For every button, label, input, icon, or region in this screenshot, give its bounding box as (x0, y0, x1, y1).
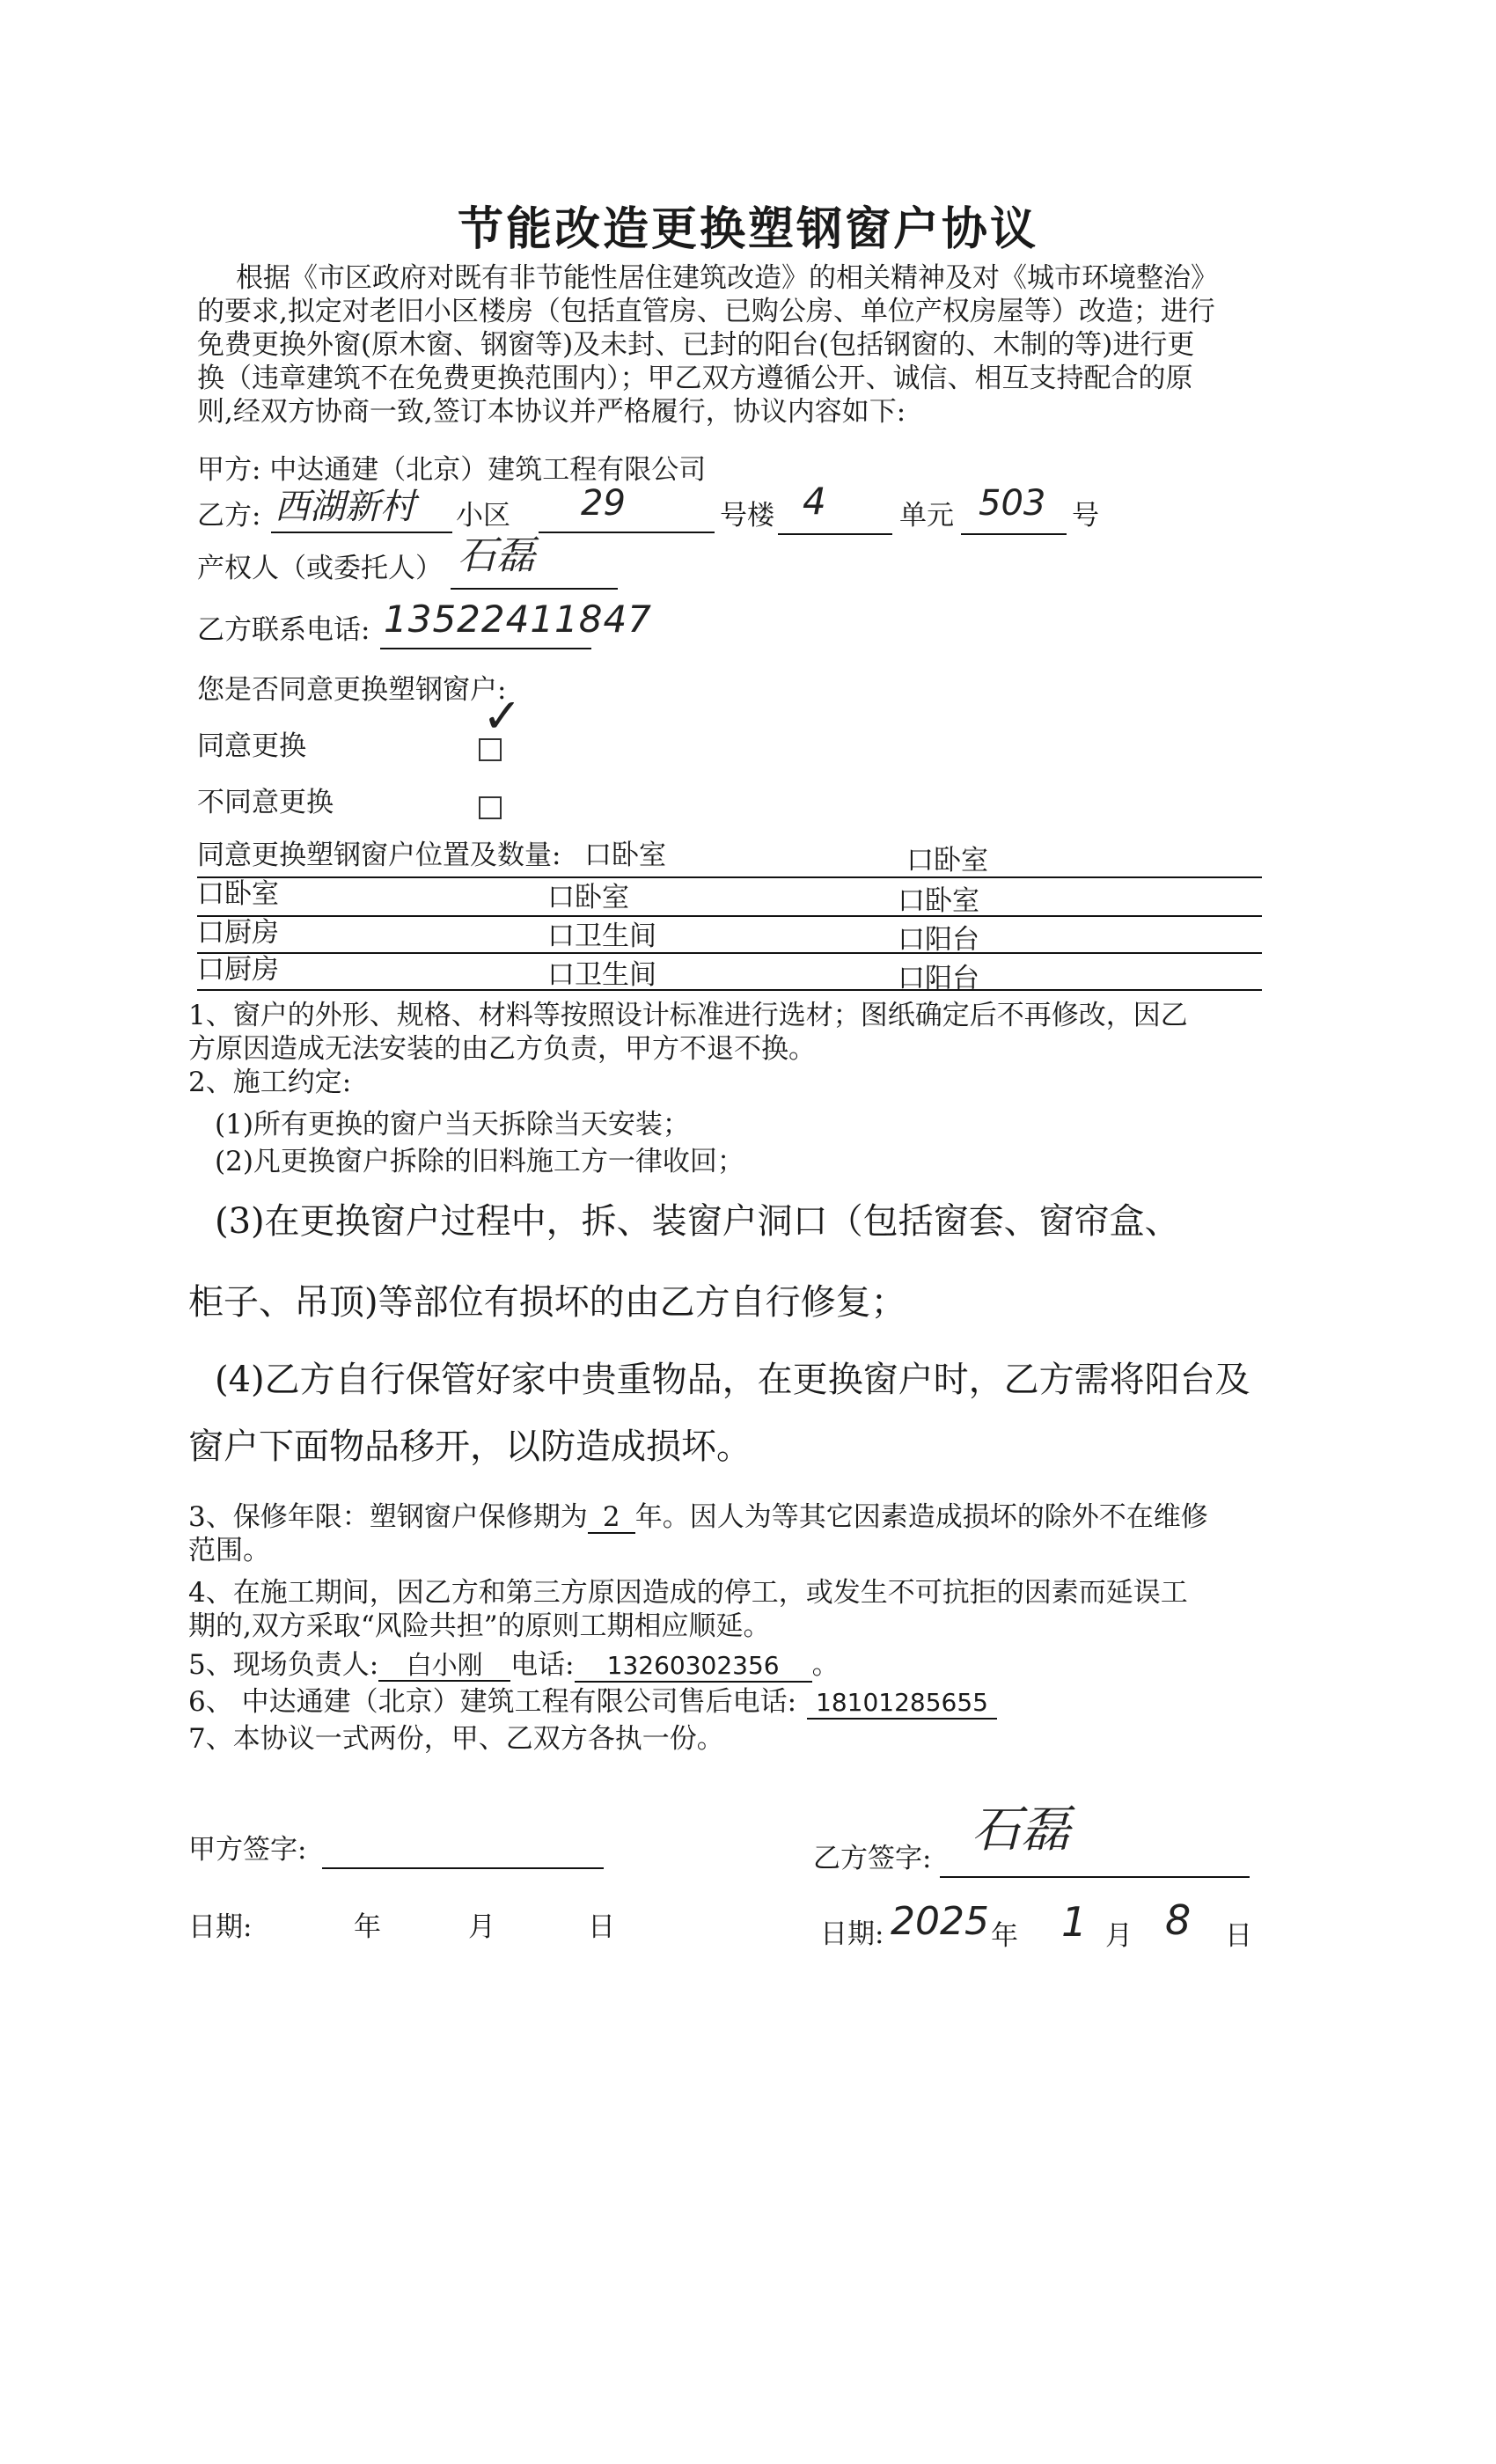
clause-7: 7、本协议一式两份，甲、乙双方各执一份。 (188, 1723, 724, 1755)
position-cell: 口厨房 (197, 917, 279, 949)
party-b-day: 日 (1225, 1920, 1252, 1952)
party-a-year: 年 (354, 1911, 381, 1943)
clause-6: 6、 中达通建（北京）建筑工程有限公司售后电话: 18101285655 (188, 1684, 997, 1720)
disagree-label: 不同意更换 (197, 787, 334, 818)
clause-2-4b: 窗户下面物品移开，以防造成损坏。 (188, 1426, 752, 1467)
party-b-sign-label: 乙方签字: (813, 1843, 932, 1874)
party-b-label: 乙方: (197, 500, 261, 532)
position-cell: 口卫生间 (547, 920, 656, 952)
position-cell: 口卧室 (906, 845, 988, 876)
clause-2-1: (1)所有更换的窗户当天拆除当天安装； (215, 1109, 690, 1140)
clause-2-4a: (4)乙方自行保管好家中贵重物品，在更换窗户时，乙方需将阳台及 (215, 1360, 1250, 1400)
community-suffix: 小区 (456, 500, 510, 532)
intro-line-2: 的要求,拟定对老旧小区楼房（包括直管房、已购公房、单位产权房屋等）改造；进行 (197, 296, 1215, 327)
party-b-year-value: 2025 (891, 1899, 989, 1944)
warranty-years: 2 (588, 1502, 635, 1534)
clause-4b: 期的,双方采取“风险共担”的原则工期相应顺延。 (188, 1610, 771, 1642)
intro-line-3: 免费更换外窗(原木窗、钢窗等)及未封、已封的阳台(包括钢窗的、木制的等)进行更 (197, 329, 1195, 361)
phone-value: 13522411847 (384, 598, 652, 641)
position-cell: 口卧室 (197, 878, 279, 910)
position-cell: 口卧室 (898, 885, 979, 917)
clause-2-3b: 柜子、吊顶)等部位有损坏的由乙方自行修复； (188, 1282, 906, 1323)
building-value: 29 (581, 483, 626, 524)
party-a-month: 月 (468, 1911, 495, 1943)
party-b-signature: 石磊 (972, 1801, 1070, 1859)
agree-label: 同意更换 (197, 730, 306, 762)
clause-3: 3、保修年限：塑钢窗户保修期为 2 年。因人为等其它因素造成损坏的除外不在维修 (188, 1501, 1208, 1533)
position-cell: 口阳台 (898, 963, 979, 994)
consent-question: 您是否同意更换塑钢窗户: (197, 674, 507, 706)
clause-5: 5、现场负责人: 白小刚 电话: 13260302356 。 (188, 1649, 840, 1681)
positions-label: 同意更换塑钢窗户位置及数量: (197, 840, 561, 871)
clause-4a: 4、在施工期间，因乙方和第三方原因造成的停工，或发生不可抗拒的因素而延误工 (188, 1577, 1188, 1609)
community-value: 西湖新村 (275, 487, 415, 527)
party-a: 甲方: 中达通建（北京）建筑工程有限公司 (197, 454, 707, 486)
clause-2-2: (2)凡更换窗户拆除的旧料施工方一律收回； (215, 1146, 744, 1177)
party-b-date-label: 日期: (820, 1918, 884, 1950)
intro-line-4: 换（违章建筑不在免费更换范围内）；甲乙双方遵循公开、诚信、相互支持配合的原 (197, 363, 1193, 394)
check-mark-icon: ✓ (482, 688, 523, 744)
clause-3b: 范围。 (188, 1535, 270, 1566)
unit-value: 4 (803, 480, 826, 523)
document-title: 节能改造更换塑钢窗户协议 (457, 202, 1038, 256)
site-manager-phone: 13260302356 (575, 1651, 812, 1683)
phone-label: 乙方联系电话: (197, 614, 370, 646)
building-suffix: 号楼 (720, 500, 774, 532)
party-a-day: 日 (588, 1911, 615, 1943)
party-b-day-value: 8 (1165, 1896, 1192, 1944)
party-b-month: 月 (1105, 1920, 1133, 1952)
intro-line-1: 根据《市区政府对既有非节能性居住建筑改造》的相关精神及对《城市环境整治》 (236, 262, 1218, 294)
party-a-date-label: 日期: (188, 1911, 253, 1943)
party-a-sign-label: 甲方签字: (188, 1834, 307, 1866)
party-b-year: 年 (991, 1920, 1018, 1952)
owner-signature: 石磊 (458, 533, 535, 578)
party-b-month-value: 1 (1061, 1898, 1088, 1946)
disagree-checkbox[interactable] (475, 788, 502, 824)
position-cell: 口卫生间 (547, 959, 656, 991)
clause-1a: 1、窗户的外形、规格、材料等按照设计标准进行选材；图纸确定后不再修改，因乙 (188, 1000, 1188, 1031)
position-cell: 口卧室 (547, 882, 629, 913)
after-sales-phone: 18101285655 (807, 1688, 997, 1720)
room-suffix: 号 (1072, 500, 1099, 532)
position-cell: 口厨房 (197, 954, 279, 986)
room-value: 503 (979, 483, 1046, 524)
clause-1b: 方原因造成无法安装的由乙方负责，甲方不退不换。 (188, 1033, 816, 1065)
owner-label: 产权人（或委托人） (197, 553, 443, 584)
clause-2-3a: (3)在更换窗户过程中，拆、装窗户洞口（包括窗套、窗帘盒、 (215, 1201, 1180, 1242)
position-cell: 口卧室 (584, 840, 666, 871)
site-manager-name: 白小刚 (378, 1650, 510, 1682)
intro-line-5: 则,经双方协商一致,签订本协议并严格履行，协议内容如下: (197, 396, 906, 428)
position-cell: 口阳台 (898, 924, 979, 956)
unit-suffix: 单元 (899, 500, 954, 532)
clause-2: 2、施工约定: (188, 1067, 352, 1098)
